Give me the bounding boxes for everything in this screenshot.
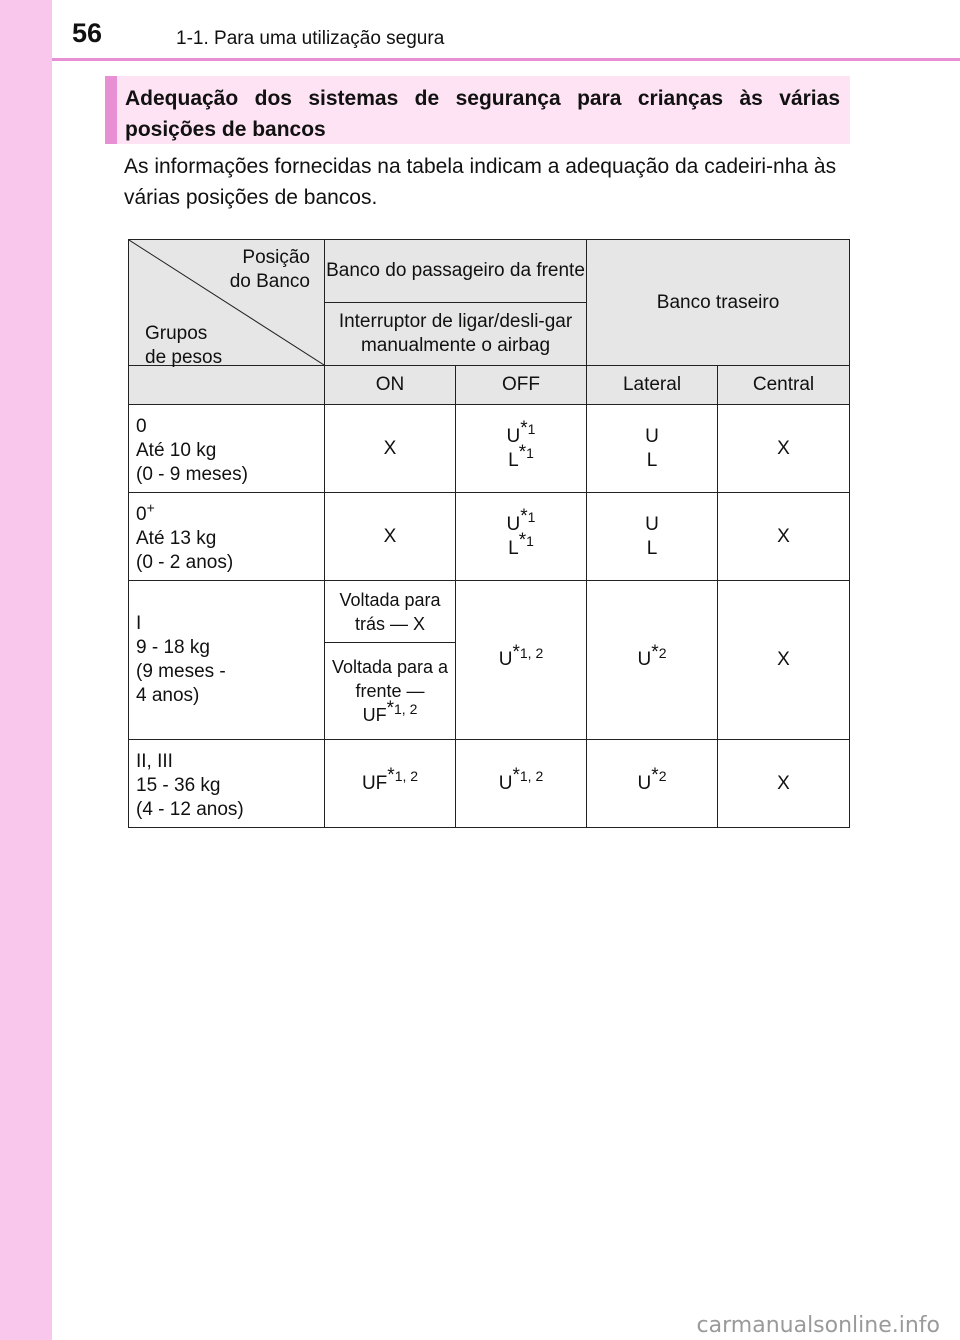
group-cell [129,740,325,828]
footnote-star: * [520,506,528,528]
off-cell [456,740,587,828]
footnote-star: * [518,530,527,552]
footnote-ref [387,765,419,787]
section-heading-box [105,76,850,144]
seat-suitability-table [128,239,850,828]
off-cell [456,405,587,493]
col-off-header: OFF [456,366,587,405]
footnote-star: * [520,418,528,440]
rating-line [325,698,455,727]
footnote-number: 2 [658,644,667,661]
rating-code: U [645,425,659,447]
side-color-bar [0,0,52,1340]
footnote-star: * [518,442,527,464]
footnote-ref [386,698,418,719]
footnote-ref [520,418,536,440]
footnote-star: * [651,641,659,663]
footnote-star: * [387,765,395,787]
central-cell: X [718,740,850,828]
airbag-switch-header: Interruptor de ligar/desli-gar manualmente o airbag [325,303,587,366]
footnote-ref [518,530,534,552]
footnote-ref [512,641,544,663]
lateral-cell [587,581,718,740]
group-line: 15 - 36 kg [136,775,221,796]
col-central-header: Central [718,366,850,405]
on-cell: X [325,405,456,493]
rating-code: UF [361,772,388,794]
group-cell [129,581,325,740]
col-on-header: ON [325,366,456,405]
on-rear-facing-cell: Voltada para trás — X [325,581,456,643]
group-line: (0 - 2 anos) [136,552,234,573]
rating-line [456,530,586,561]
table-row [129,493,850,581]
running-title: 1-1. Para uma utilização segura [176,28,445,49]
rating-code: L [508,449,519,471]
seat-position-label [230,246,310,294]
rating-line [456,442,586,473]
on-forward-facing-cell [325,643,456,740]
group-line: (0 - 9 meses) [136,464,248,485]
group-line: 0 [136,416,147,437]
forward-facing-label: Voltada para a frente — [331,657,449,701]
footnote-star: * [651,765,659,787]
group-line: II, III [136,751,173,772]
footnote-number: 1 [527,509,536,526]
footnote-number: 1, 2 [519,768,544,785]
table-row [129,405,850,493]
footnote-number: 1 [526,445,534,462]
seat-position-line: Posição [242,247,310,268]
group-line: Até 10 kg [136,440,217,461]
footnote-ref [520,506,536,528]
rear-seat-header: Banco traseiro [587,240,850,366]
footnote-number: 1, 2 [519,644,544,661]
rating-code: U [645,513,659,535]
col-lateral-header: Lateral [587,366,718,405]
header-rule [52,58,960,61]
weight-groups-label [145,322,222,370]
group-cell [129,493,325,581]
group-line: 9 - 18 kg [136,637,210,658]
off-cell [456,581,587,740]
footnote-star: * [512,765,520,787]
off-cell [456,493,587,581]
footnote-number: 1, 2 [394,701,418,717]
lateral-cell [587,405,718,493]
group-line [136,499,324,527]
rating-code: U [506,513,521,535]
group-line: 4 anos) [136,685,200,706]
rating-code: L [508,537,519,559]
footnote-star: * [512,641,520,663]
page-number: 56 [72,18,103,48]
table-row [129,740,850,828]
empty-header-cell [129,366,325,405]
footnote-ref [512,765,544,787]
group-cell [129,405,325,493]
rating-code: U [637,772,652,794]
seat-position-line: do Banco [229,271,310,292]
footnote-ref [651,641,667,663]
footnote-ref [518,442,534,464]
footnote-number: 1, 2 [394,768,419,785]
rating-code: L [646,449,658,471]
watermark: carmanualsonline.info [696,1313,940,1338]
central-cell: X [718,405,850,493]
footnote-number: 2 [658,768,667,785]
on-cell [325,740,456,828]
group-superscript: + [146,499,155,516]
group-code: 0 [136,504,147,525]
on-cell: X [325,493,456,581]
footnote-star: * [386,698,395,719]
weight-groups-line: Grupos [145,323,208,344]
rating-code: U [637,649,652,670]
intro-paragraph: As informações fornecidas na tabela indicam a adequação da cadeiri-nha às várias posições de bancos. [124,155,837,209]
weight-groups-line: de pesos [145,347,223,368]
footnote-number: 1 [527,421,536,438]
group-line: (9 meses - [136,661,226,682]
corner-header-cell [129,240,325,366]
rating-code: U [498,649,513,670]
lateral-cell [587,493,718,581]
rating-code: U [506,425,521,447]
rating-code: U [498,772,513,794]
section-title: Adequação dos sistemas de segurança para crianças às várias posições de bancos [125,87,840,141]
group-line: (4 - 12 anos) [136,799,244,820]
group-line: I [136,613,142,634]
central-cell: X [718,581,850,740]
table-row [129,581,850,643]
footnote-ref [651,765,667,787]
footnote-number: 1 [526,533,534,550]
central-cell: X [718,493,850,581]
rating-code: UF [362,705,387,725]
rating-code: L [646,537,658,559]
group-line: Até 13 kg [136,528,217,549]
lateral-cell [587,740,718,828]
front-seat-header: Banco do passageiro da frente [325,240,587,303]
section-accent-bar [105,76,117,144]
